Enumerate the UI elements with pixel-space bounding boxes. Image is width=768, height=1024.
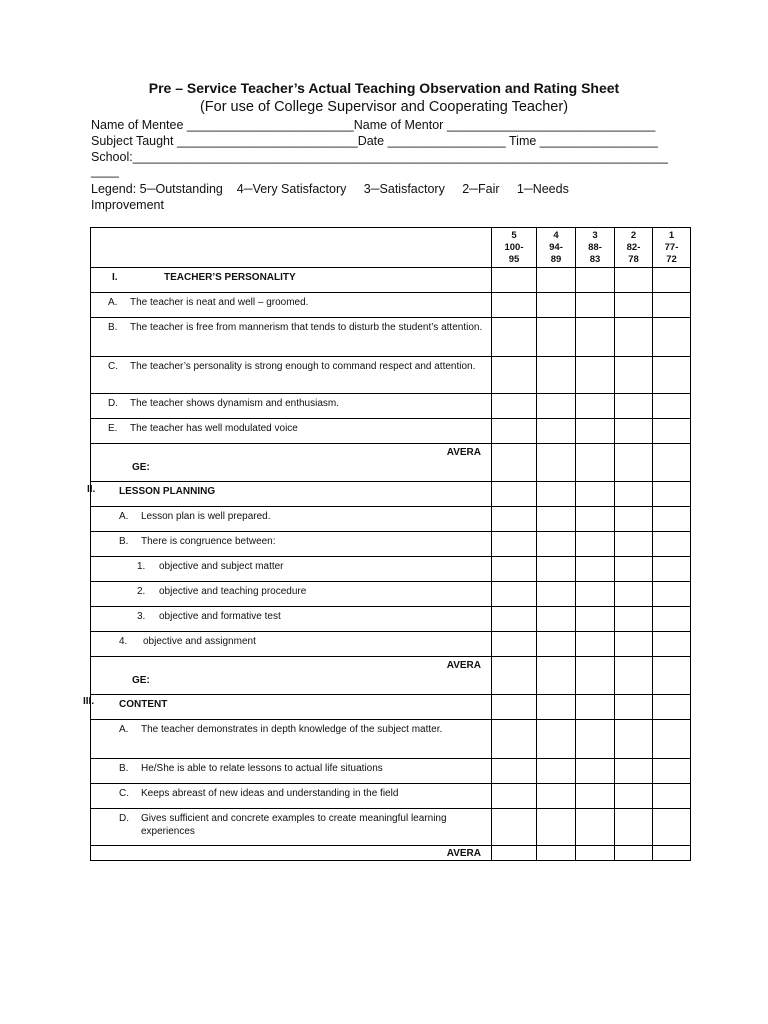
rating-cell[interactable]: [537, 419, 576, 444]
legend-line: Legend: 5─Outstanding 4─Very Satisfactory 3─Satisfactory 2─Fair 1─Needs: [91, 182, 569, 196]
section-header-row: [91, 695, 691, 720]
school-line-continued: ____: [91, 164, 119, 178]
rating-cell[interactable]: [576, 419, 615, 444]
rating-cell[interactable]: [615, 695, 653, 720]
rating-cell[interactable]: [615, 394, 653, 419]
rating-cell[interactable]: [492, 268, 537, 293]
rating-cell[interactable]: [537, 657, 576, 695]
rating-cell[interactable]: [576, 557, 615, 582]
average-label: AVERA: [446, 447, 481, 458]
rating-cell[interactable]: [615, 318, 653, 357]
criterion-row: 4. objective and assignment: [91, 632, 691, 657]
rating-cell[interactable]: [615, 607, 653, 632]
rating-cell[interactable]: [653, 357, 691, 394]
subject-date-time-line[interactable]: Subject Taught __________________________Date _________________ Time _________________: [91, 134, 658, 148]
rating-cell[interactable]: [653, 444, 691, 482]
rating-cell[interactable]: [615, 507, 653, 532]
section-title: LESSON PLANNING: [119, 486, 216, 497]
rating-cell[interactable]: [653, 419, 691, 444]
rating-cell[interactable]: [576, 784, 615, 809]
rating-cell[interactable]: [492, 394, 537, 419]
rating-cell[interactable]: [537, 532, 576, 557]
rating-cell[interactable]: [653, 759, 691, 784]
criterion-row: 2. objective and teaching procedure: [91, 582, 691, 607]
section-header-row: I. TEACHER’S PERSONALITY: [91, 268, 691, 293]
section-title: CONTENT: [119, 699, 168, 710]
average-row: AVERA GE:: [91, 444, 691, 482]
rating-cell[interactable]: [576, 507, 615, 532]
rating-cell[interactable]: [653, 268, 691, 293]
criterion-row: 3. objective and formative test: [91, 607, 691, 632]
rating-cell[interactable]: [492, 695, 537, 720]
rating-cell[interactable]: [576, 444, 615, 482]
rating-cell[interactable]: [537, 632, 576, 657]
mentee-mentor-line[interactable]: Name of Mentee ________________________Name of Mentor ______________________________: [91, 118, 656, 132]
rating-cell[interactable]: [615, 582, 653, 607]
rating-cell[interactable]: [653, 720, 691, 759]
rating-cell[interactable]: [492, 357, 537, 394]
criterion-row: C. Keeps abreast of new ideas and understanding in the field: [91, 784, 691, 809]
rating-cell[interactable]: [576, 532, 615, 557]
average-row: [91, 846, 691, 861]
rating-cell[interactable]: [492, 482, 537, 507]
rating-cell[interactable]: [492, 759, 537, 784]
rating-cell[interactable]: [653, 482, 691, 507]
rating-cell[interactable]: [615, 444, 653, 482]
criterion-row: B. The teacher is free from mannerism that tends to disturb the student’s attention.: [91, 318, 691, 357]
rating-cell[interactable]: [653, 557, 691, 582]
rating-cell[interactable]: [615, 720, 653, 759]
rating-cell[interactable]: [537, 720, 576, 759]
scale-header-row: [91, 228, 691, 268]
criterion-row: A. The teacher is neat and well – groomed.: [91, 293, 691, 318]
scale-header-2: 2 82- 78: [615, 228, 653, 268]
rating-cell[interactable]: [492, 419, 537, 444]
rating-cell[interactable]: [537, 784, 576, 809]
rating-cell[interactable]: [615, 357, 653, 394]
rating-cell[interactable]: [492, 293, 537, 318]
rating-cell[interactable]: [492, 657, 537, 695]
scale-header-5: 5 100- 95: [492, 228, 537, 268]
scale-header-3: 3 88- 83: [576, 228, 615, 268]
criterion-row: B. He/She is able to relate lessons to actual life situations: [91, 759, 691, 784]
rating-cell[interactable]: [615, 846, 653, 861]
rating-cell[interactable]: [537, 318, 576, 357]
rating-cell[interactable]: [615, 532, 653, 557]
rating-cell[interactable]: [576, 318, 615, 357]
rating-cell[interactable]: [576, 809, 615, 846]
rating-cell[interactable]: [537, 293, 576, 318]
rating-cell[interactable]: [492, 632, 537, 657]
criterion-row: D. Gives sufficient and concrete examples to create meaningful learning experiences: [91, 809, 691, 846]
rating-cell[interactable]: [576, 482, 615, 507]
rating-cell[interactable]: [537, 268, 576, 293]
rating-cell[interactable]: [537, 759, 576, 784]
rating-cell[interactable]: [615, 482, 653, 507]
average-row: AVERA GE:: [91, 657, 691, 695]
rating-cell[interactable]: [576, 846, 615, 861]
rating-cell[interactable]: [492, 532, 537, 557]
school-line[interactable]: School:_____________________________________________________________________________: [91, 150, 668, 164]
rating-cell[interactable]: [653, 809, 691, 846]
rating-cell[interactable]: [537, 357, 576, 394]
legend-line-continued: Improvement: [91, 198, 164, 212]
rating-cell[interactable]: [615, 268, 653, 293]
rating-cell[interactable]: [537, 846, 576, 861]
rating-cell[interactable]: [615, 419, 653, 444]
section-iii-numeral: III.: [83, 696, 95, 707]
rating-cell[interactable]: [576, 268, 615, 293]
rating-cell[interactable]: [576, 657, 615, 695]
rating-cell[interactable]: [492, 720, 537, 759]
section-header-row: [91, 482, 691, 507]
rating-cell[interactable]: [537, 482, 576, 507]
rating-cell[interactable]: [653, 784, 691, 809]
rating-cell[interactable]: [492, 582, 537, 607]
rating-cell[interactable]: [615, 557, 653, 582]
rating-cell[interactable]: [576, 759, 615, 784]
average-label: AVERA: [446, 660, 481, 671]
average-label: AVERA: [446, 848, 481, 859]
section-title: TEACHER’S PERSONALITY: [164, 272, 296, 283]
rating-cell[interactable]: [615, 657, 653, 695]
rating-cell[interactable]: [576, 720, 615, 759]
rating-cell[interactable]: [537, 394, 576, 419]
criterion-row: 1. objective and subject matter: [91, 557, 691, 582]
rating-cell[interactable]: [576, 394, 615, 419]
rating-cell[interactable]: [653, 293, 691, 318]
rating-cell[interactable]: [653, 632, 691, 657]
rating-cell[interactable]: [492, 784, 537, 809]
rating-cell[interactable]: [537, 809, 576, 846]
rating-cell[interactable]: [653, 695, 691, 720]
rating-cell[interactable]: [653, 532, 691, 557]
rating-cell[interactable]: [576, 607, 615, 632]
page-title: Pre – Service Teacher’s Actual Teaching Observation and Rating Sheet: [148, 80, 620, 96]
rating-cell[interactable]: [653, 507, 691, 532]
rating-cell[interactable]: [576, 695, 615, 720]
rating-cell[interactable]: [492, 557, 537, 582]
rating-cell[interactable]: [615, 809, 653, 846]
rating-cell[interactable]: [492, 507, 537, 532]
header-blank-cell: [91, 228, 492, 268]
rating-table: [90, 227, 691, 861]
rating-cell[interactable]: [492, 809, 537, 846]
section-ii-numeral: II.: [87, 484, 96, 495]
rating-cell[interactable]: [537, 695, 576, 720]
rating-cell[interactable]: [653, 657, 691, 695]
rating-cell[interactable]: [653, 394, 691, 419]
rating-cell[interactable]: [537, 444, 576, 482]
criterion-row: C. The teacher’s personality is strong enough to command respect and attention.: [91, 357, 691, 394]
criterion-row: A. Lesson plan is well prepared.: [91, 507, 691, 532]
rating-cell[interactable]: [492, 318, 537, 357]
scale-header-1: 1 77- 72: [653, 228, 691, 268]
rating-cell[interactable]: [537, 557, 576, 582]
criterion-row: E. The teacher has well modulated voice: [91, 419, 691, 444]
rating-cell[interactable]: [615, 759, 653, 784]
criterion-row: B. There is congruence between:: [91, 532, 691, 557]
page-subtitle: (For use of College Supervisor and Cooperating Teacher): [199, 99, 569, 115]
rating-cell[interactable]: [653, 607, 691, 632]
rating-cell[interactable]: [537, 507, 576, 532]
rating-cell[interactable]: [615, 632, 653, 657]
rating-cell[interactable]: [537, 582, 576, 607]
rating-cell[interactable]: [576, 632, 615, 657]
rating-cell[interactable]: [653, 846, 691, 861]
scale-header-4: 4 94- 89: [537, 228, 576, 268]
criterion-row: A. The teacher demonstrates in depth knowledge of the subject matter.: [91, 720, 691, 759]
rating-cell[interactable]: [576, 582, 615, 607]
rating-cell[interactable]: [576, 357, 615, 394]
rating-cell[interactable]: [653, 582, 691, 607]
rating-cell[interactable]: [492, 607, 537, 632]
rating-cell[interactable]: [653, 318, 691, 357]
rating-cell[interactable]: [492, 444, 537, 482]
rating-cell[interactable]: [576, 293, 615, 318]
rating-cell[interactable]: [615, 293, 653, 318]
rating-cell[interactable]: [537, 607, 576, 632]
rating-cell[interactable]: [615, 784, 653, 809]
criterion-row: D. The teacher shows dynamism and enthusiasm.: [91, 394, 691, 419]
rating-cell[interactable]: [492, 846, 537, 861]
